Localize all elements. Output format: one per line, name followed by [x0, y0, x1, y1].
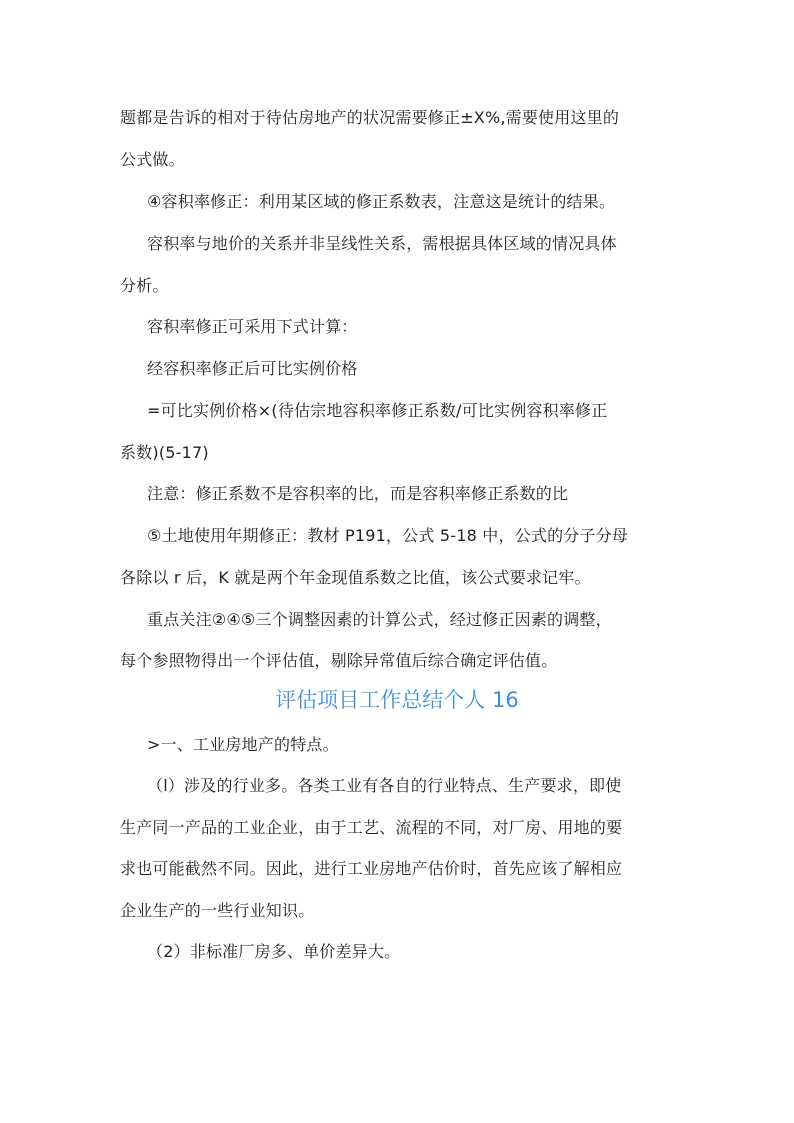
- text-line: 求也可能截然不同。因此，进行工业房地产估价时，首先应该了解相应: [120, 859, 623, 878]
- text-line: 系数)(5-17): [120, 443, 209, 462]
- text-line: 分析。: [120, 276, 169, 295]
- text-line: 经容积率修正后可比实例价格: [147, 359, 358, 378]
- text-line: ⑤土地使用年期修正：教材 P191，公式 5-18 中，公式的分子分母: [147, 526, 629, 545]
- text-line: （l）涉及的行业多。各类工业有各自的行业特点、生产要求，即使: [147, 776, 622, 795]
- text-line: >一、工业房地产的特点。: [147, 735, 339, 754]
- text-line: 题都是告诉的相对于待估房地产的状况需要修正±X%,需要使用这里的: [120, 108, 620, 127]
- text-line: ④容积率修正：利用某区域的修正系数表，注意这是统计的结果。: [147, 192, 616, 211]
- text-line: 重点关注②④⑤三个调整因素的计算公式，经过修正因素的调整，: [147, 610, 612, 629]
- text-line: 企业生产的一些行业知识。: [120, 901, 315, 920]
- text-line: （2）非标准厂房多、单价差异大。: [147, 942, 401, 961]
- text-line: 容积率修正可采用下式计算：: [147, 317, 358, 336]
- text-line: 每个参照物得出一个评估值，剔除异常值后综合确定评估值。: [120, 651, 558, 670]
- text-line: 容积率与地价的关系并非呈线性关系，需根据具体区域的情况具体: [147, 234, 617, 253]
- text-line: 注意：修正系数不是容积率的比，而是容积率修正系数的比: [147, 484, 569, 503]
- text-line: 公式做。: [120, 150, 185, 169]
- text-line: =可比实例价格×(待估宗地容积率修正系数/可比实例容积率修正: [147, 401, 608, 420]
- section-heading: 评估项目工作总结个人 16: [275, 688, 519, 712]
- text-line: 生产同一产品的工业企业，由于工艺、流程的不同，对厂房、用地的要: [120, 818, 623, 837]
- text-line: 各除以 r 后，K 就是两个年金现值系数之比值，该公式要求记牢。: [120, 568, 591, 587]
